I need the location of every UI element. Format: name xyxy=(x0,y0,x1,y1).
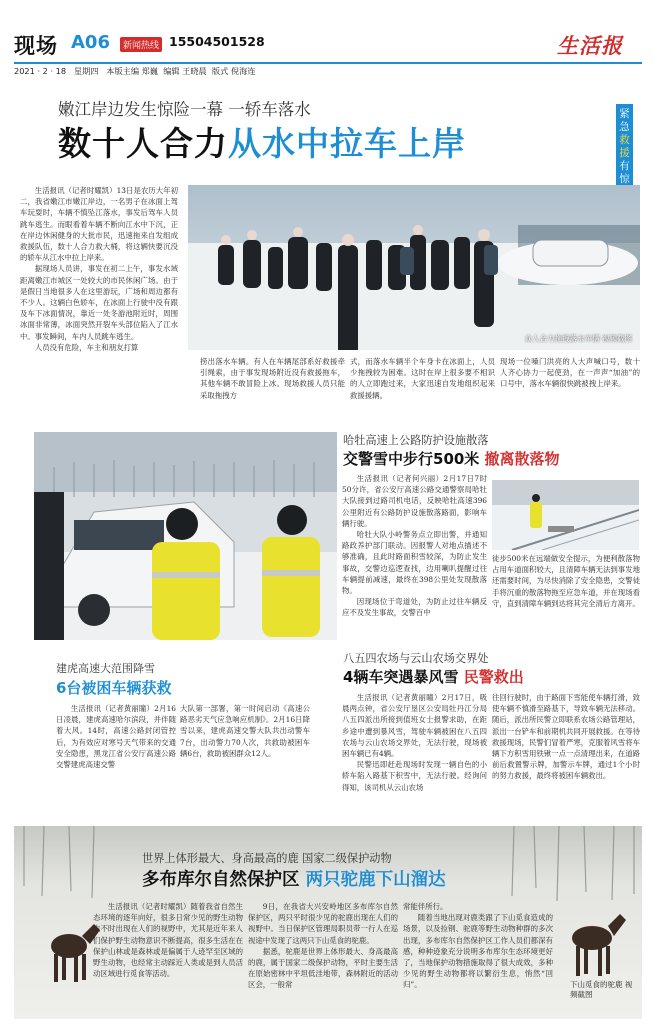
article1-photo-caption: 众人合力拖拽落水车辆 视频截图 xyxy=(524,334,632,343)
hotline-number: 15504501528 xyxy=(169,34,265,49)
article1-col3-text: 式，而落水车辆半个车身卡在冰面上，人员少拖拽较为困难。这时在岸上很多要不相识的人立即跑过来，大家迅速自发地组织起来救援援辆。 xyxy=(350,357,495,400)
police-car-illustration xyxy=(34,432,337,640)
article4-para2: 民警迅即赶赴现场时发现一辆自色的小轿车陷入路基下积雪中，无法行驶。经询问得知，该司机从云山农场 xyxy=(342,760,487,792)
article2-headline-red: 撤离散落物 xyxy=(484,450,560,468)
article1-col3 xyxy=(350,356,495,416)
article4-col2 xyxy=(492,692,640,797)
article4-headline xyxy=(343,666,524,687)
article2-headline-black: 交警雪中步行500米 xyxy=(343,450,480,468)
article5-headline-black: 多布库尔自然保护区 xyxy=(142,870,300,890)
article2-para2: 哈牡大队小岭警务点立即出警，并通知路政养护部门联动。因报警人对地点描述不够准确，且此时路面积雪较深，为防止发生事故，交警边巡逻查找，边用喇叭提醒过往车辆提前减速，最终在398公里处发现散落物。 xyxy=(342,530,487,596)
article2-photo xyxy=(492,480,639,550)
side-tag-line-1: 紧急 xyxy=(619,108,630,133)
article5-col1 xyxy=(93,901,243,1016)
article5-col1-text: 生活报讯（记者时耀凯）随着我省自然生态环境的逐年向好，很多日常少见的野生动物也不时出现在人们的视野中，尤其是近年来人们保护野生动物意识不断提高，很多生活在在保护山林或是森林或是偏属于人迹罕至区域的野生动物，也经常主动踩近人类或是到人员活动区域进行觅食等活动。 xyxy=(93,902,243,979)
newspaper-brand-logo: 生活报 xyxy=(557,33,623,58)
article5-col2 xyxy=(248,901,398,1016)
article1-kicker: 嫩江岸边发生惊险一幕 一轿车落水 xyxy=(58,100,311,119)
article1-photo xyxy=(188,185,640,350)
article2-col2 xyxy=(492,553,640,638)
article4-kicker: 八五四农场与云山农场交界处 xyxy=(343,652,489,665)
article5-para2: 据悉，驼鹿是世界上体形最大、身高最高的鹿，属于国家二级保护动物，平时主要生活在原始密林中平坦低洼地带，森林附近的活动区会，一般常 xyxy=(248,946,398,990)
article3-col1 xyxy=(56,703,176,793)
article3-kicker: 建虎高速大范围降雪 xyxy=(56,662,155,675)
highway-officer-illustration xyxy=(492,480,639,550)
article1-col4-text: 现场一位嗓门洪亮的人大声喊口号，数十人齐心协力一起使劲，在一声声“加油”的口号中，落水车辆很快跳被拽上岸来。 xyxy=(500,357,640,389)
article3-headline: 6台被困车辆获救 xyxy=(56,679,172,697)
page-number: A06 xyxy=(71,32,110,53)
article1-para1: 生活报讯（记者时耀凯）13日是农历大年初二，我省嫩江市嫩江岸边，一名男子在冰面上驾车玩耍时，车辆不慎坠江落水，事发后驾车人员跳车逃生。而眼看着车辆不断向江水中下沉，正在岸边休闲健身的大批市民，迅速拖来自发组成救援队伍，数十人合力救大桶，将这辆快要沉没的轿车从江水中拉上岸来。 xyxy=(20,186,178,263)
article2-col1 xyxy=(342,473,487,633)
date-editor-line: 2021 · 2 · 18 星期四 本版主编 郑巍 编辑 王晓晨 版式 倪海连 xyxy=(14,66,256,76)
article1-col4 xyxy=(500,356,640,416)
page-section-title: 现场 xyxy=(14,34,58,58)
article4-col1 xyxy=(342,692,487,797)
header-rule xyxy=(14,62,642,64)
rescue-scene-illustration xyxy=(188,185,640,350)
article1-headline xyxy=(58,118,466,165)
article1-para3: 人员没有危险，车主和朋友打算 xyxy=(34,342,139,352)
article1-headline-black: 数十人合力 xyxy=(58,124,228,163)
side-tag-line-3: 有惊 xyxy=(619,160,630,185)
police-pushing-car-photo xyxy=(34,432,337,640)
article3-col2 xyxy=(180,703,310,793)
article5-kicker: 世界上体形最大、身高最高的鹿 国家二级保护动物 xyxy=(142,852,392,865)
article5-para1: 9日，在我省大兴安岭地区多布库尔自然保护区，两只平时很少见的驼鹿出现在人们的视野中。当日保护区管理局职员带一行人在巡视途中发现了这两只下山觅食的驼鹿。 xyxy=(248,902,398,945)
article5-col3 xyxy=(403,901,553,1016)
article3-col2-text: 大队第一部署，第一时间启动《高速公路恶劣天气应急响应机制》。2月16日降雪以来，建虎高速交警大队共出动警车7台，出动警力70人次，共救助被困车辆6台，救助被困群众12人。 xyxy=(180,704,310,758)
article2-para3: 因现场位于弯道处，为防止过往车辆反应不及发生事故，交警百中 xyxy=(342,597,487,618)
article5-para4: 随着当地出现对鹿类跟了下山觅食造成的场景，以及捡钢、驼鹿等野生动物种群的多次出现，多布库尔自然保护区工作人员们都深有感，种种迹象充分说明多布库尔生态环境更好了，当地保护动物措施取得了很大成效，多种少见的野生动物都将以繁衍生息，悄然“回归”。 xyxy=(403,913,553,990)
article3-col1-text: 生活报讯（记者黄丽瞳）2月16日凌晨，建虎高速哈尔滨段，并伴随着大风。14时，高速公路封闭管控后，为有效应对寒号天气带来的交通安全隐患，黑龙江省公安厅高速公路交警建虎高速交警 xyxy=(56,704,176,770)
article2-kicker: 哈牡高速上公路防护设施散落 xyxy=(343,434,489,447)
article1-headline-blue: 从水中拉车上岸 xyxy=(228,124,466,163)
article2-col2-text: 徒步500米在远端做安全提示，为便利散落物占用车道面积较大，且清障车辆无法到事发地还需要时间，为尽快消除了安全隐患，交警徒手将沉重的散落物拖至应急车道，并在现场看守，直到清障车辆到达将其完全清后方离开。 xyxy=(492,554,640,608)
side-tag-line-2: 救援 xyxy=(619,134,630,159)
hotline-badge: 新闻热线 xyxy=(120,37,162,52)
article4-col2-text: 往回行驶时，由于路面下雪能使车辆打滑，致使车辆不慎滑至路基下，导致车辆无法移动。随后，派出所民警立即联系农场公路管理站，派出一台铲车和前期机共同开展救援。在等待救援现场，民警们冒着严寒，克服着风雪将车辆下方积雪用铁锹一点一点清理出来，在道路前后救置警示牌，加警示车牌，通过1个小时的努力救援，最终将被困车辆救出。 xyxy=(492,693,640,781)
article4-para1: 生活报讯（记者黄丽瞳）2月17日，吸晨两点钟，省公安厅垦区公安局牡丹江分局八五四派出所接到值班女士报警求助，在距乡途中遭到暴风雪，驾驶车辆被困在八五四农场与云山农场交界处，无法行驶，现场被困车辆已有4辆。 xyxy=(342,693,487,759)
moose-right-icon xyxy=(572,914,626,976)
article5-para3: 常能伴所行。 xyxy=(403,902,448,911)
article1-col1 xyxy=(20,185,178,410)
article4-headline-black: 4辆车突遇暴风雪 xyxy=(343,668,459,686)
article1-para2: 据现场人员讲，事发在初二上午，事发水域距离嫩江市城区一处较大的市民休闲广场。由于是假日当地很多人在这里游玩，广场和周边都有不少人。这辆白色轿车，在冰面上行驶中没有跟及车下冰面情况，靠近一处冬游池附近时，周围冰面非常薄，冰面突然开裂车头部位陷入了江水中。事发瞬间，车内人员跳车逃生。 xyxy=(20,264,178,341)
article5-headline-blue: 两只驼鹿下山溜达 xyxy=(305,870,446,890)
article1-col2-text: 捞出落水车辆。有人在车辆尾部系好救援牵引绳索，由于事发现场附近没有救援拖车，其他车辆不敢冒险上冰。现场救援人员只能采取拖拽方 xyxy=(200,357,345,400)
article1-col2 xyxy=(200,356,345,416)
article5-photo-caption: 下山觅食的驼鹿 视频截图 xyxy=(570,980,633,999)
article2-para1: 生活报讯（记者何兴丽）2月17日7时50分许，省公安厅高速公路交通警察局哈牡大队接到过路司机电话，反映哈牡高速396公里附近有公路防护设施散落路面，影响车辆行驶。 xyxy=(342,474,487,528)
article4-headline-red: 民警救出 xyxy=(463,668,524,686)
article5-headline xyxy=(142,866,446,891)
article2-headline xyxy=(343,448,560,469)
